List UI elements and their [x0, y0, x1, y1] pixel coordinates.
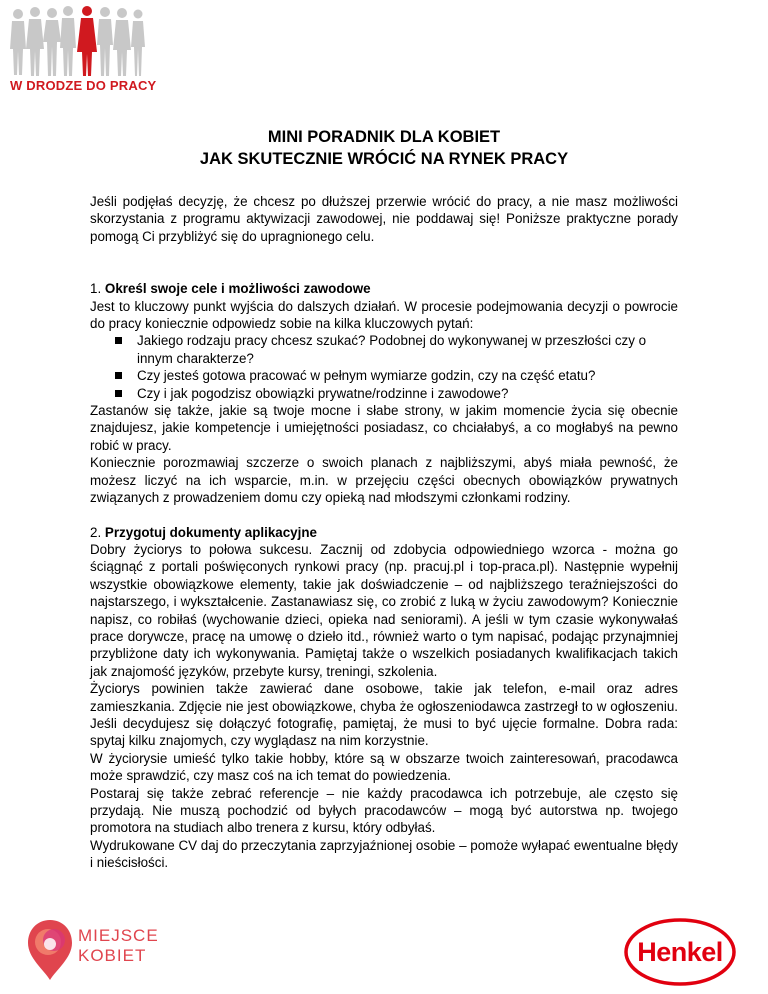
section-2-title: Przygotuj dokumenty aplikacyjne — [104, 524, 317, 540]
square-bullet-icon — [115, 372, 122, 379]
title-line-1: MINI PORADNIK DLA KOBIET — [267, 128, 501, 146]
people-silhouettes-icon — [8, 4, 148, 78]
section-1-paragraph-3: Koniecznie porozmawiaj szczerze o swoich planach z najbliższymi, abyś miała pewność, że możesz liczyć na ich wsparcie, m.in. w przejęciu części obecnych obowiązków prywatnych związanych z prowadzeniem domu czy opieką nad młodszymi członkami rodziny. — [90, 455, 678, 506]
square-bullet-icon — [115, 390, 122, 397]
henkel-logo — [624, 918, 736, 986]
section-1-paragraph-2: Zastanów się także, jakie są twoje mocne i słabe strony, w jakim momencie życia się obecnie znajdujesz, jakie kompetencje i umiejętności posiadasz, co chciałabyś, a co mogłabyś na pewno robić w pracy. — [90, 403, 678, 453]
square-bullet-icon — [115, 337, 122, 344]
list-item — [90, 367, 678, 384]
list-item-text: Jakiego rodzaju pracy chcesz szukać? Podobnej do wykonywanej w przeszłości czy o innym charakterze? — [137, 333, 647, 366]
list-item — [90, 332, 678, 367]
miejsce-kobiet-text — [78, 926, 159, 966]
section-1-number: 1. — [90, 281, 102, 297]
section-2-number: 2. — [90, 524, 102, 540]
section-2-paragraph-1: Dobry życiorys to połowa sukcesu. Zacznij od zdobycia odpowiedniego wzorca - można go ściągnąć z portali poświęconych rynkowi pracy (np. pracuj.pl i top-praca.pl). Następnie wypełnij wszystkie obowiązkowe elementy, takie jak doświadczenie – od najbliższego teraźniejszości do najstarszego, i wykształcenie. Zastanawiasz się, co zrobić z luką w życiu zawodowym? Koniecznie napisz, co robiłaś (wychowanie dzieci, opieka nad seniorami). A jeśli w tym czasie wykonywałaś prace dorywcze, pracę na umowę o dzieło itd., również warto o tym napisać, podając przynajmniej przybliżone daty ich wykonywania. Pamiętaj także o wszelkich posiadanych kwalifikacjach takich jak znajomość języków, przebyte kursy, treningi, szkolenia. — [90, 541, 678, 679]
header-logo — [8, 4, 157, 96]
document-body — [90, 193, 678, 872]
section-2-paragraph-5: Wydrukowane CV daj do przeczytania zaprzyjaźnionej osobie – pomoże wyłapać ewentualne błędy i nieścisłości. — [90, 837, 678, 871]
section-1-heading — [90, 280, 678, 297]
section-2-paragraph-3: W życiorysie umieść tylko takie hobby, które są w obszarze twoich zainteresowań, pracodawca może sprawdzić, czy masz coś na ich temat do powiedzenia. — [90, 750, 678, 784]
section-1-question-list — [90, 332, 678, 402]
miejsce-kobiet-logo — [26, 918, 186, 988]
henkel-wordmark: Henkel — [637, 937, 723, 967]
intro-paragraph: Jeśli podjęłaś decyzję, że chcesz po dłuższej przerwie wrócić do pracy, a nie masz możliwości skorzystania z programu aktywizacji zawodowej, nie poddawaj się! Poniższe praktyczne porady pomogą Ci przybliżyć się do upragnionego celu. — [90, 194, 678, 244]
location-pin-icon — [26, 918, 74, 982]
section-2-paragraph-4: Postaraj się także zebrać referencje – nie każdy pracodawca ich potrzebuje, ale często się przydają. Nie muszą pochodzić od byłych pracodawców – mogą być autorstwa np. twojego promotora na studiach albo trenera z kursu, który odbyłaś. — [90, 785, 678, 836]
section-1-paragraph-1: Jest to kluczowy punkt wyjścia do dalszych działań. W procesie podejmowania decyzji o powrocie do pracy koniecznie odpowiedz sobie na kilka kluczowych pytań: — [90, 298, 678, 332]
logo-text: W DRODZE DO PRACY — [10, 78, 157, 93]
title-line-2: JAK SKUTECZNIE WRÓCIĆ NA RYNEK PRACY — [199, 150, 569, 168]
section-2-paragraph-2: Życiorys powinien także zawierać dane osobowe, takie jak telefon, e-mail oraz adres zamieszkania. Zdjęcie nie jest obowiązkowe, chyba że ogłoszeniodawca zastrzegł to w ogłoszeniu. Jeśli decydujesz się dołączyć fotografię, pamiętaj, że musi to być ujęcie formalne. Dobra rada: spytaj kilku znajomych, czy wyglądasz na nim korzystnie. — [90, 681, 678, 749]
page-title — [0, 126, 768, 170]
kobiet-word: KOBIET — [78, 946, 147, 965]
section-1-title: Określ swoje cele i możliwości zawodowe — [104, 281, 371, 297]
miejsce-word: MIEJSCE — [78, 926, 159, 945]
section-2-heading — [90, 524, 678, 541]
list-item-text: Czy jesteś gotowa pracować w pełnym wymiarze godzin, czy na część etatu? — [137, 368, 596, 384]
list-item-text: Czy i jak pogodzisz obowiązki prywatne/rodzinne i zawodowe? — [137, 385, 509, 401]
list-item — [90, 385, 678, 402]
